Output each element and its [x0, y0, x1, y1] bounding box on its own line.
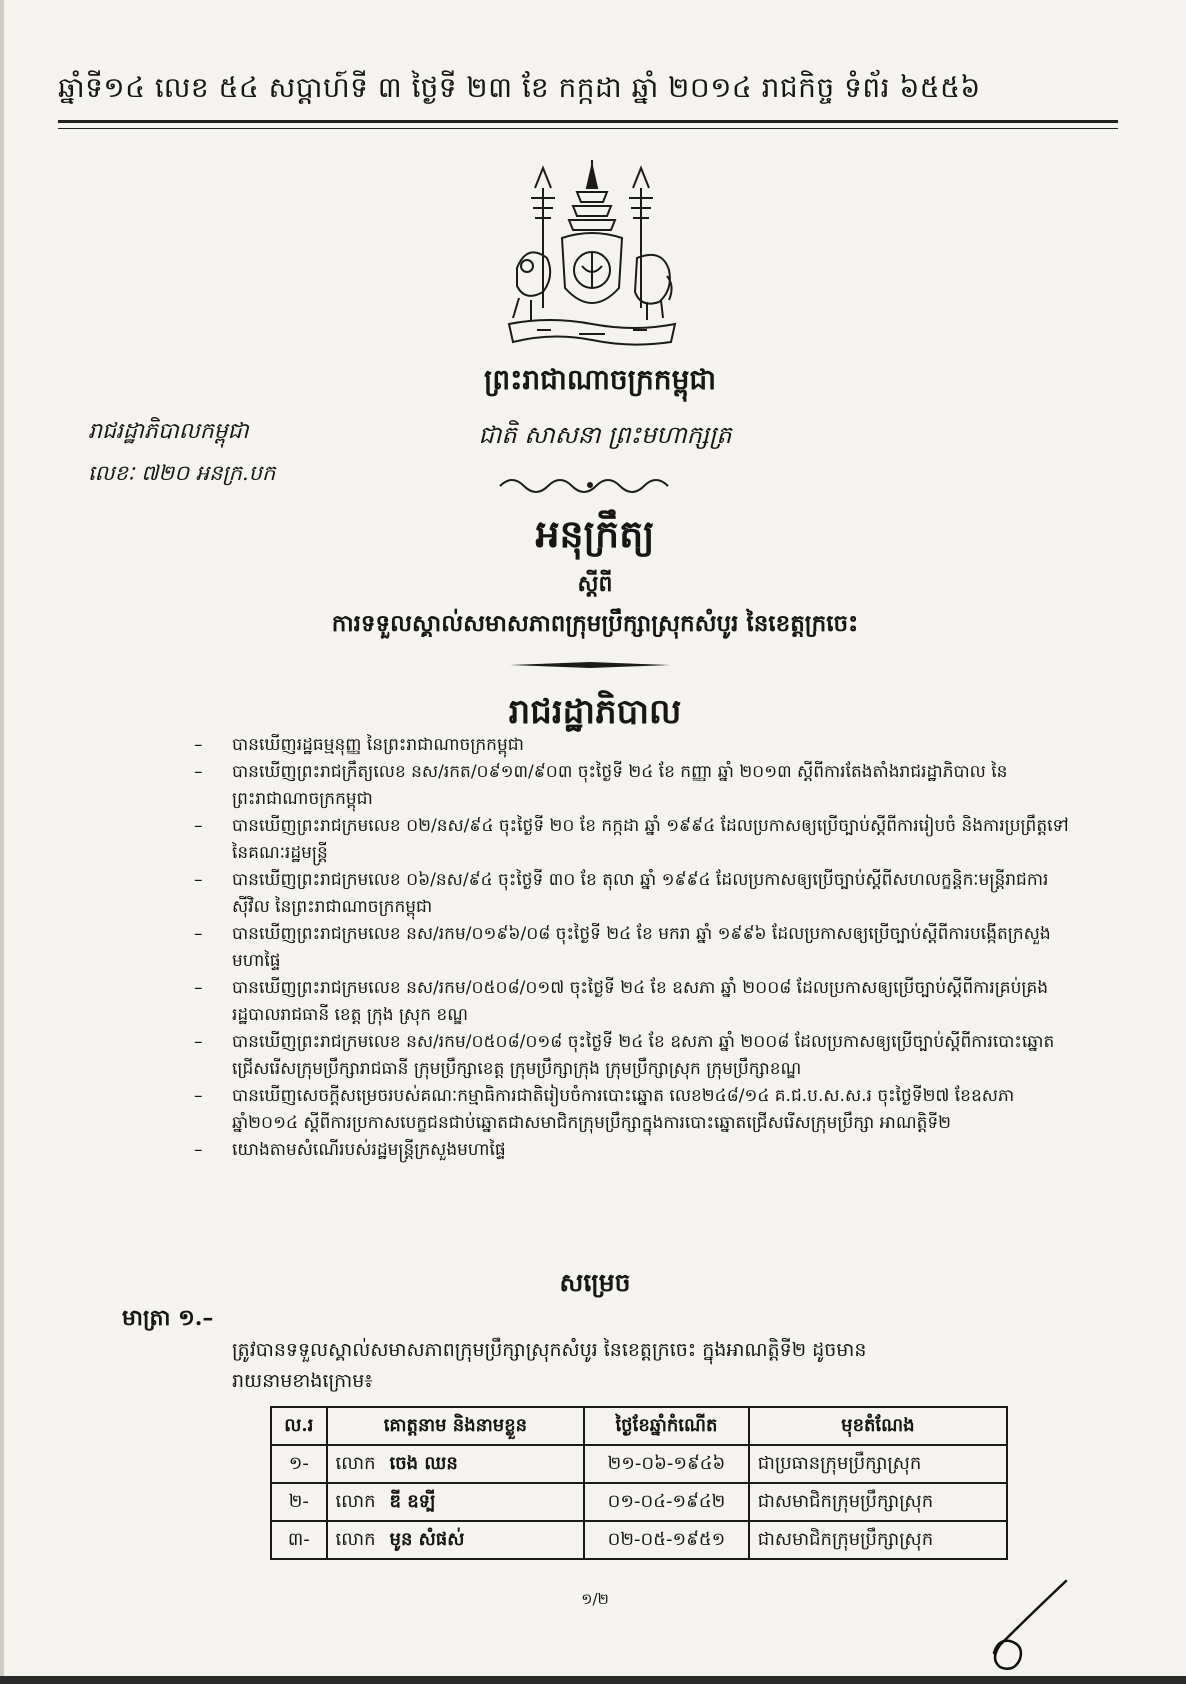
- member-name: ចេង ឈន: [389, 1452, 458, 1474]
- kingdom-title: ព្រះរាជាណាចក្រកម្ពុជា: [483, 363, 716, 396]
- concerning-label: ស្តីពី: [577, 571, 613, 597]
- honorific: លោក: [335, 1528, 376, 1550]
- position: ជាប្រធានក្រុមប្រឹក្សាស្រុក: [749, 1445, 1007, 1483]
- article-body: ត្រូវបានទទួលស្គាល់សមាសភាពក្រុមប្រឹក្សាស្រុកសំបូរ នៃខេត្តក្រចេះ ក្នុងអាណត្តិទី២ ដូចមាន: [232, 1339, 867, 1361]
- birth-date: ០២-០៥-១៩៥១: [584, 1521, 748, 1559]
- member-name-cell: [327, 1483, 585, 1521]
- gazette-header: ឆ្នាំទី១៤ លេខ ៥៤ សប្តាហ៍ទី ៣ ថ្ងៃទី ២៣ ខែ កក្កដា ឆ្នាំ ២០១៤ រាជកិច្ច ទំព័រ ៦៥៥៦: [58, 71, 981, 104]
- member-name-cell: [327, 1445, 585, 1483]
- decision-heading: សម្រេច: [559, 1268, 631, 1297]
- recitals-list: [190, 732, 1070, 1164]
- recital-item: – បានឃើញព្រះរាជក្រមលេខ នស/រកម/០៥០៨/០១៨ ចុះថ្ងៃទី ២៤ ខែ ឧសភា ឆ្នាំ ២០០៨ ដែលប្រកាសឲ្យប្រើច្បាប់ស្តីពីការបោះឆ្នោតជ្រើសរើសក្រុមប្រឹក្សារាជធានី ក្រុមប្រឹក្សាខេត្ត ក្រុមប្រឹក្សាក្រុង ក្រុមប្រឹក្សាស្រុក ក្រុមប្រឹក្សាខណ្ឌ: [190, 1029, 1070, 1083]
- recital-item: – បានឃើញព្រះរាជក្រមលេខ នស/រកម/០៥០៨/០១៧ ចុះថ្ងៃទី ២៤ ខែ ឧសភា ឆ្នាំ ២០០៨ ដែលប្រកាសឲ្យប្រើច្បាប់ស្តីពីការគ្រប់គ្រងរដ្ឋបាលរាជធានី ខេត្ត ក្រុង ស្រុក ខណ្ឌ: [190, 975, 1070, 1029]
- recital-item: – យោងតាមសំណើរបស់រដ្ឋមន្ត្រីក្រសួងមហាផ្ទៃ: [190, 1137, 1070, 1164]
- scan-edge: [0, 0, 4, 1684]
- article-title: មាត្រា ១.–: [122, 1305, 214, 1331]
- recital-item: – បានឃើញរដ្ឋធម្មនុញ្ញ នៃព្រះរាជាណាចក្រកម្ពុជា: [190, 732, 1070, 759]
- subject-divider-icon: [510, 660, 670, 670]
- document-subject: ការទទួលស្គាល់សមាសភាពក្រុមប្រឹក្សាស្រុកសំបូរ នៃខេត្តក្រចេះ: [331, 610, 859, 637]
- document-type: អនុក្រឹត្យ: [535, 511, 655, 556]
- header-rule-thin: [58, 128, 1118, 129]
- column-header: ថ្ងៃខែឆ្នាំកំណើត: [584, 1407, 748, 1445]
- recital-item: – បានឃើញព្រះរាជក្រមលេខ នស/រកម/០១៩៦/០៨ ចុះថ្ងៃទី ២៤ ខែ មករា ឆ្នាំ ១៩៩៦ ដែលប្រកាសឲ្យប្រើច្បាប់ស្តីពីការបង្កើតក្រសួងមហាផ្ទៃ: [190, 921, 1070, 975]
- table-row: [271, 1521, 1007, 1559]
- row-number: ១-: [271, 1445, 327, 1483]
- birth-date: ០១-០៤-១៩៤២: [584, 1483, 748, 1521]
- recital-item: – បានឃើញព្រះរាជក្រឹត្យលេខ នស/រកត/០៩១៣/៩០៣ ចុះថ្ងៃទី ២៤ ខែ កញ្ញា ឆ្នាំ ២០១៣ ស្តីពីការតែងតាំងរាជរដ្ឋាភិបាល នៃព្រះរាជាណាចក្រកម្ពុជា: [190, 759, 1070, 813]
- scan-bottom-edge: [0, 1676, 1186, 1684]
- header-rule: [58, 120, 1118, 123]
- row-number: ៣-: [271, 1521, 327, 1559]
- council-members-table: [270, 1406, 1008, 1560]
- article-body-continued: រាយនាមខាងក្រោម៖: [232, 1370, 373, 1392]
- national-motto: ជាតិ សាសនា ព្រះមហាក្សត្រ: [478, 421, 732, 449]
- recital-item: – បានឃើញព្រះរាជក្រមលេខ ០៦/នស/៩៤ ចុះថ្ងៃទី ៣០ ខែ តុលា ឆ្នាំ ១៩៩៤ ដែលប្រកាសឲ្យប្រើច្បាប់ស្តីពីសហលក្ខន្តិកៈមន្ត្រីរាជការស៊ីវិល នៃព្រះរាជាណាចក្រកម្ពុជា: [190, 867, 1070, 921]
- row-number: ២-: [271, 1483, 327, 1521]
- column-header: មុខតំណែង: [749, 1407, 1007, 1445]
- position: ជាសមាជិកក្រុមប្រឹក្សាស្រុក: [749, 1521, 1007, 1559]
- royal-emblem-icon: [497, 158, 687, 358]
- reference-number: លេខៈ ៧២០ អនក្រ.បក: [88, 461, 276, 485]
- member-name: មូន សំផស់: [389, 1528, 465, 1550]
- page-number: ១/២: [581, 1590, 609, 1608]
- recital-item: – បានឃើញព្រះរាជក្រមលេខ ០២/នស/៩៤ ចុះថ្ងៃទី ២០ ខែ កក្កដា ឆ្នាំ ១៩៩៤ ដែលប្រកាសឲ្យប្រើច្បាប់ស្តីពីការរៀបចំ និងការប្រព្រឹត្តទៅ នៃគណៈរដ្ឋមន្ត្រី: [190, 813, 1070, 867]
- member-name-cell: [327, 1521, 585, 1559]
- column-header: គោត្តនាម និងនាមខ្លួន: [327, 1407, 585, 1445]
- column-header: ល.រ: [271, 1407, 327, 1445]
- table-header-row: [271, 1407, 1007, 1445]
- initials-signature-icon: [970, 1575, 1080, 1675]
- honorific: លោក: [335, 1490, 376, 1512]
- table-row: [271, 1445, 1007, 1483]
- table-row: [271, 1483, 1007, 1521]
- ornament-divider-icon: [490, 470, 690, 500]
- birth-date: ២១-០៦-១៩៤៦: [584, 1445, 748, 1483]
- member-name: ឌី ឧទ្បី: [389, 1490, 436, 1512]
- government-heading: រាជរដ្ឋាភិបាល: [508, 692, 682, 732]
- position: ជាសមាជិកក្រុមប្រឹក្សាស្រុក: [749, 1483, 1007, 1521]
- issuer-name: រាជរដ្ឋាភិបាលកម្ពុជា: [88, 419, 249, 444]
- recital-item: – បានឃើញសេចក្តីសម្រេចរបស់គណៈកម្មាធិការជាតិរៀបចំការបោះឆ្នោត លេខ២៤៨/១៤ គ.ជ.ប.ស.ស.រ ចុះថ្ងៃទី២៧ ខែឧសភា ឆ្នាំ២០១៤ ស្តីពីការប្រកាសបេក្ខជនជាប់ឆ្នោតជាសមាជិកក្រុមប្រឹក្សាក្នុងការបោះឆ្នោតជ្រើសរើសក្រុមប្រឹក្សា អាណត្តិទី២: [190, 1083, 1070, 1137]
- honorific: លោក: [335, 1452, 376, 1474]
